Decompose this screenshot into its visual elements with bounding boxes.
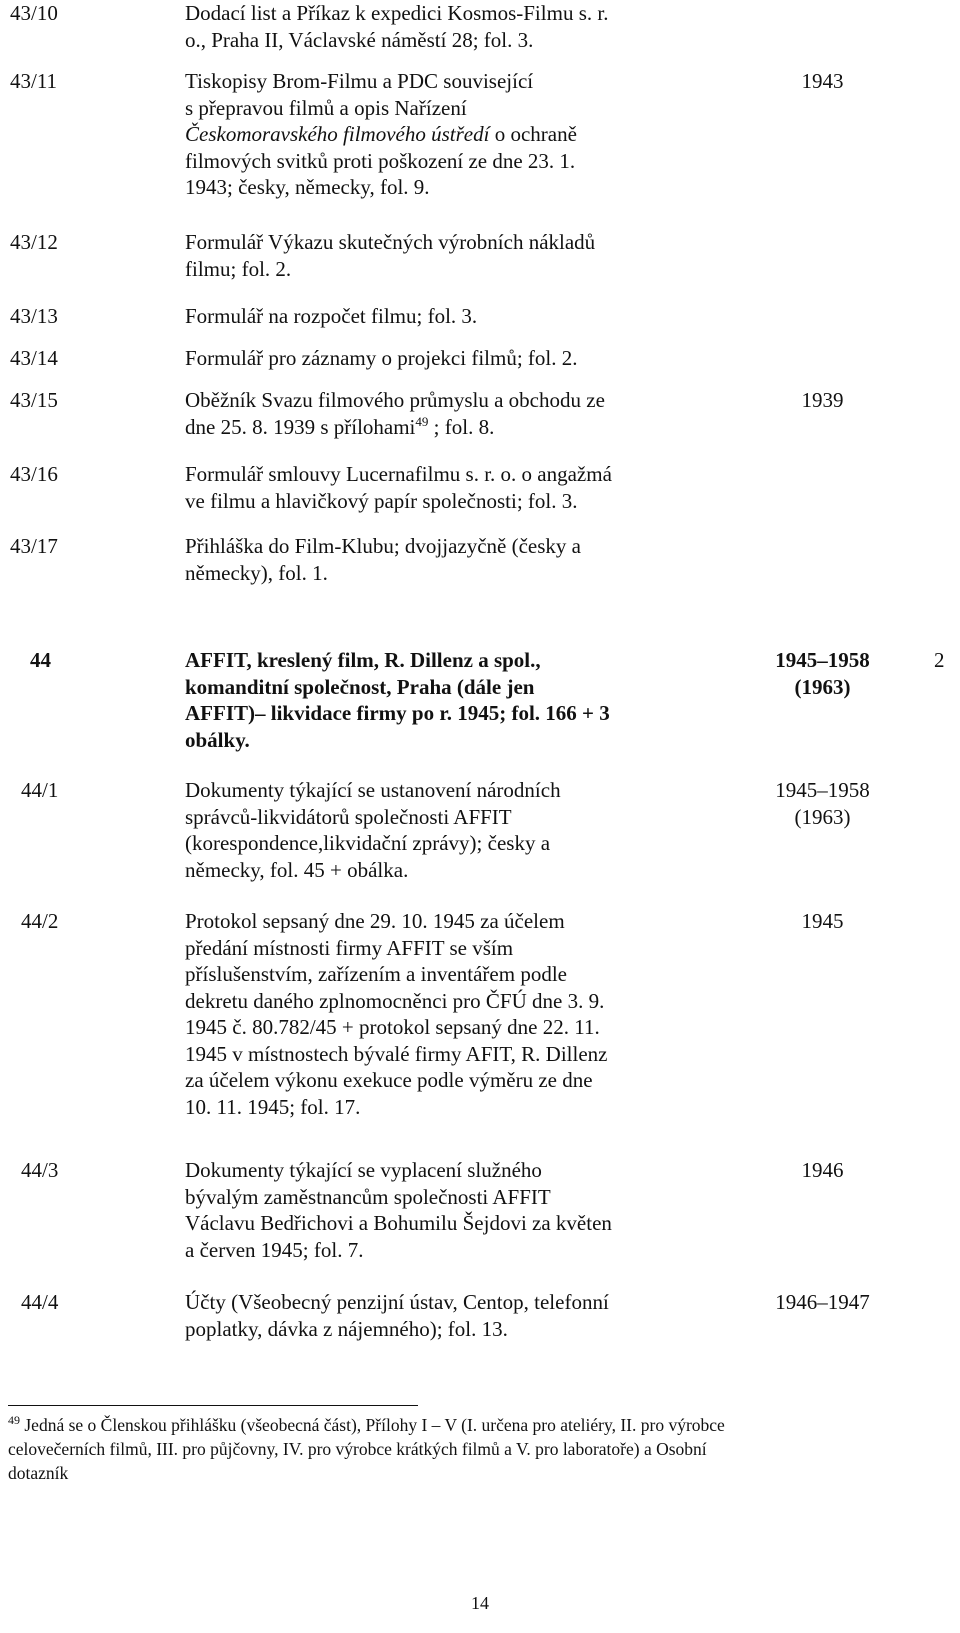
entry-date: 1939 [801, 388, 844, 412]
entry-number: 43/14 [10, 346, 58, 370]
entry-date: 1945–1958 (1963) [775, 778, 870, 829]
entry-date: 1946 [801, 1158, 844, 1182]
entry-description: Účty (Všeobecný penzijní ústav, Centop, telefonní poplatky, dávka z nájemného); fol. 13. [185, 1290, 609, 1341]
entry-description: Formulář Výkazu skutečných výrobních nákladů filmu; fol. 2. [185, 230, 596, 281]
entry-number: 44/3 [21, 1158, 59, 1182]
entry-description: Protokol sepsaný dne 29. 10. 1945 za účelem předání místnosti firmy AFFIT se vším příslušenstvím, zařízením a inventářem podle dekretu daného zplnomocněnci pro ČFÚ dne 3. 9. 1945 č. 80.782/45 + protokol sepsaný dne 22. 11. 1945 v místnostech bývalé firmy AFIT, R. Dillenz za účelem výkonu exekuce podle výměru ze dne 10. 11. 1945; fol. 17. [185, 909, 608, 1119]
fond-title: AFFIT, kreslený film, R. Dillenz a spol., komanditní společnost, Praha (dále jen AFFIT)– likvidace firmy po r. 1945; fol. 166 + 3 obálky. [185, 648, 610, 752]
fond-date: 1945–1958 (1963) [775, 648, 870, 699]
entry-number: 43/11 [10, 69, 58, 93]
entry-description: Dodací list a Příkaz k expedici Kosmos-Filmu s. r. o., Praha II, Václavské náměstí 28; fol. 3. [185, 1, 609, 52]
entry-description: Formulář pro záznamy o projekci filmů; fol. 2. [185, 346, 578, 370]
entry-number: 43/12 [10, 230, 58, 254]
fond-number: 44 [30, 648, 51, 672]
entry-description: Oběžník Svazu filmového průmyslu a obchodu ze dne 25. 8. 1939 s přílohami$^{49}$ ; fol. 8. [185, 388, 605, 439]
footnote-separator [8, 1405, 418, 1406]
entry-description: Dokumenty týkající se ustanovení národních správců-likvidátorů společnosti AFFIT (korespondence,likvidační zprávy); česky a německy, fol. 45 + obálka. [185, 778, 561, 882]
footnote-reference[interactable]: 49 [415, 413, 429, 429]
entry-number: 44/2 [21, 909, 59, 933]
entry-number: 43/13 [10, 304, 58, 328]
entry-number: 43/17 [10, 534, 58, 558]
box-number: 2 [934, 648, 945, 672]
entry-description: Přihláška do Film-Klubu; dvojjazyčně (česky a německy), fol. 1. [185, 534, 581, 585]
footnote-mark: 49 [8, 1413, 20, 1427]
italic-title: Českomoravského filmového ústředí [185, 122, 490, 146]
entry-number: 44/1 [21, 778, 59, 802]
entry-number: 43/15 [10, 388, 58, 412]
entry-description: Formulář smlouvy Lucernafilmu s. r. o. o angažmá ve filmu a hlavičkový papír společnosti; fol. 3. [185, 462, 612, 513]
entry-description: Tiskopisy Brom-Filmu a PDC související s přepravou filmů a opis Nařízení Českomoravského filmového ústředí o ochraně filmových svitků proti poškození ze dne 23. 1. 1943; česky, německy, fol. 9. [185, 69, 577, 199]
entry-date: 1943 [801, 69, 844, 93]
page-number: 14 [471, 1593, 489, 1613]
entry-date: 1945 [801, 909, 844, 933]
footnote: $^{49}$ Jedná se o Členskou přihlášku (všeobecná část), Přílohy I – V (I. určena pro ateliéry, II. pro výrobce celovečerních filmů, III. pro půjčovny, IV. pro výrobce krátkých filmů a V. pro laboratoře) a Osobní dotazník [8, 1413, 725, 1483]
entry-description: Dokumenty týkající se vyplacení služného bývalým zaměstnancům společnosti AFFIT Václavu Bedřichovi a Bohumilu Šejdovi za květen a červen 1945; fol. 7. [185, 1158, 612, 1262]
entry-number: 43/10 [10, 1, 58, 25]
entry-description: Formulář na rozpočet filmu; fol. 3. [185, 304, 478, 328]
entry-number: 44/4 [21, 1290, 59, 1314]
entry-number: 43/16 [10, 462, 58, 486]
entry-date: 1946–1947 [775, 1290, 870, 1314]
